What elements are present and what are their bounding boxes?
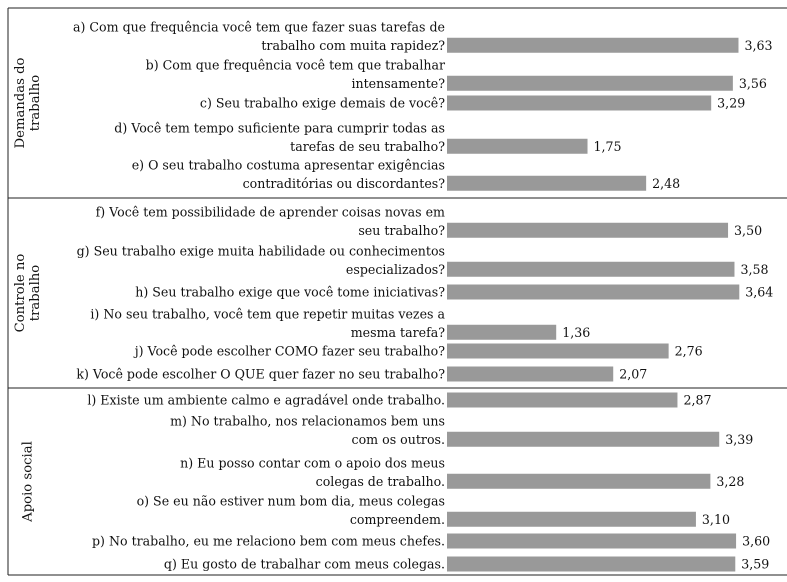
bar — [447, 512, 696, 527]
item-label-line: m) No trabalho, nos relacionamos bem uns — [170, 413, 445, 429]
group-label-line: Demandas do — [13, 57, 28, 149]
group-label — [13, 58, 43, 149]
bar — [447, 262, 734, 277]
item-label-line: e) O seu trabalho costuma apresentar exigências — [131, 157, 445, 173]
value-label: 3,10 — [701, 511, 730, 527]
item-label-line: f) Você tem possibilidade de aprender coisas novas em — [95, 204, 445, 220]
bar — [447, 285, 739, 300]
item-label — [90, 306, 445, 340]
value-label: 2,07 — [619, 366, 648, 382]
item-label-line: q) Eu gosto de trabalhar com meus colegas. — [163, 556, 445, 572]
bar — [447, 139, 588, 154]
item-label-line: colegas de trabalho. — [315, 473, 445, 489]
value-label: 2,76 — [674, 343, 703, 359]
value-label: 2,48 — [652, 175, 681, 191]
bar — [447, 534, 736, 549]
item-label — [92, 534, 445, 549]
item-label — [132, 157, 446, 191]
item-label-line: tarefas de seu trabalho? — [290, 138, 445, 154]
item-label-line: b) Com que frequência você tem que trabalhar — [145, 57, 445, 73]
bar — [447, 176, 646, 191]
bar — [447, 344, 669, 359]
item-label — [170, 413, 445, 447]
item-label — [133, 344, 446, 359]
group-label — [13, 254, 43, 333]
item-label — [180, 455, 445, 489]
item-label — [200, 96, 445, 111]
bars — [73, 19, 773, 571]
item-label-line: n) Eu posso contar com o apoio dos meus — [180, 455, 445, 471]
group-labels — [13, 58, 43, 523]
item-label — [73, 19, 445, 53]
item-label — [135, 285, 445, 300]
group-label-line: trabalho — [28, 74, 43, 132]
value-label: 2,87 — [683, 392, 712, 408]
group-label-line: Controle no — [13, 253, 28, 333]
item-label-line: p) No trabalho, eu me relaciono bem com meus chefes. — [91, 533, 445, 549]
bar — [447, 38, 738, 53]
item-label-line: d) Você tem tempo suficiente para cumprir todas as — [114, 120, 445, 136]
item-label-line: h) Seu trabalho exige que você tome iniciativas? — [135, 284, 445, 300]
value-label: 1,75 — [593, 138, 622, 154]
item-label — [164, 557, 445, 572]
value-label: 3,59 — [741, 556, 770, 572]
value-label: 3,50 — [734, 222, 763, 238]
bar — [447, 367, 613, 382]
value-label: 3,60 — [742, 533, 771, 549]
item-label-line: l) Existe um ambiente calmo e agradável onde trabalho. — [87, 392, 445, 408]
bar — [447, 393, 677, 408]
item-label-line: intensamente? — [351, 75, 445, 91]
value-label: 3,64 — [745, 284, 774, 300]
item-label-line: compreendem. — [349, 511, 445, 527]
bar — [447, 76, 733, 91]
item-label — [77, 243, 446, 277]
item-label — [146, 57, 446, 91]
bar — [447, 557, 735, 572]
group-label — [21, 441, 36, 523]
item-label — [76, 367, 445, 382]
value-label: 3,28 — [716, 473, 745, 489]
value-label: 3,29 — [717, 95, 746, 111]
value-label: 3,58 — [740, 261, 769, 277]
item-label — [96, 204, 446, 238]
bar — [447, 96, 711, 111]
item-label — [114, 120, 445, 154]
item-label-line: c) Seu trabalho exige demais de você? — [199, 95, 445, 111]
item-label-line: j) Você pode escolher COMO fazer seu trabalho? — [134, 343, 445, 359]
bar — [447, 223, 728, 238]
item-label-line: i) No seu trabalho, você tem que repetir muitas vezes a — [90, 306, 445, 322]
item-label-line: mesma tarefa? — [350, 324, 445, 340]
item-label — [87, 393, 445, 408]
item-label — [137, 493, 445, 527]
bar — [447, 432, 719, 447]
group-label-line: trabalho — [28, 264, 43, 322]
bar — [447, 474, 710, 489]
item-label-line: com os outros. — [351, 431, 445, 447]
item-label-line: seu trabalho? — [358, 222, 445, 238]
item-label-line: contraditórias ou discordantes? — [242, 175, 445, 191]
value-label: 3,39 — [725, 431, 754, 447]
value-label: 3,56 — [738, 75, 767, 91]
value-label: 3,63 — [744, 37, 773, 53]
bar — [447, 325, 556, 340]
item-label-line: g) Seu trabalho exige muita habilidade ou conhecimentos — [76, 243, 445, 259]
item-label-line: k) Você pode escolher O QUE quer fazer no seu trabalho? — [76, 366, 445, 382]
item-label-line: o) Se eu não estiver num bom dia, meus colegas — [136, 493, 445, 509]
item-label-line: trabalho com muita rapidez? — [261, 37, 445, 53]
group-label-line: Apoio social — [20, 441, 36, 522]
item-label-line: especializados? — [345, 261, 445, 277]
item-label-line: a) Com que frequência você tem que fazer suas tarefas de — [73, 19, 445, 35]
value-label: 1,36 — [562, 324, 591, 340]
